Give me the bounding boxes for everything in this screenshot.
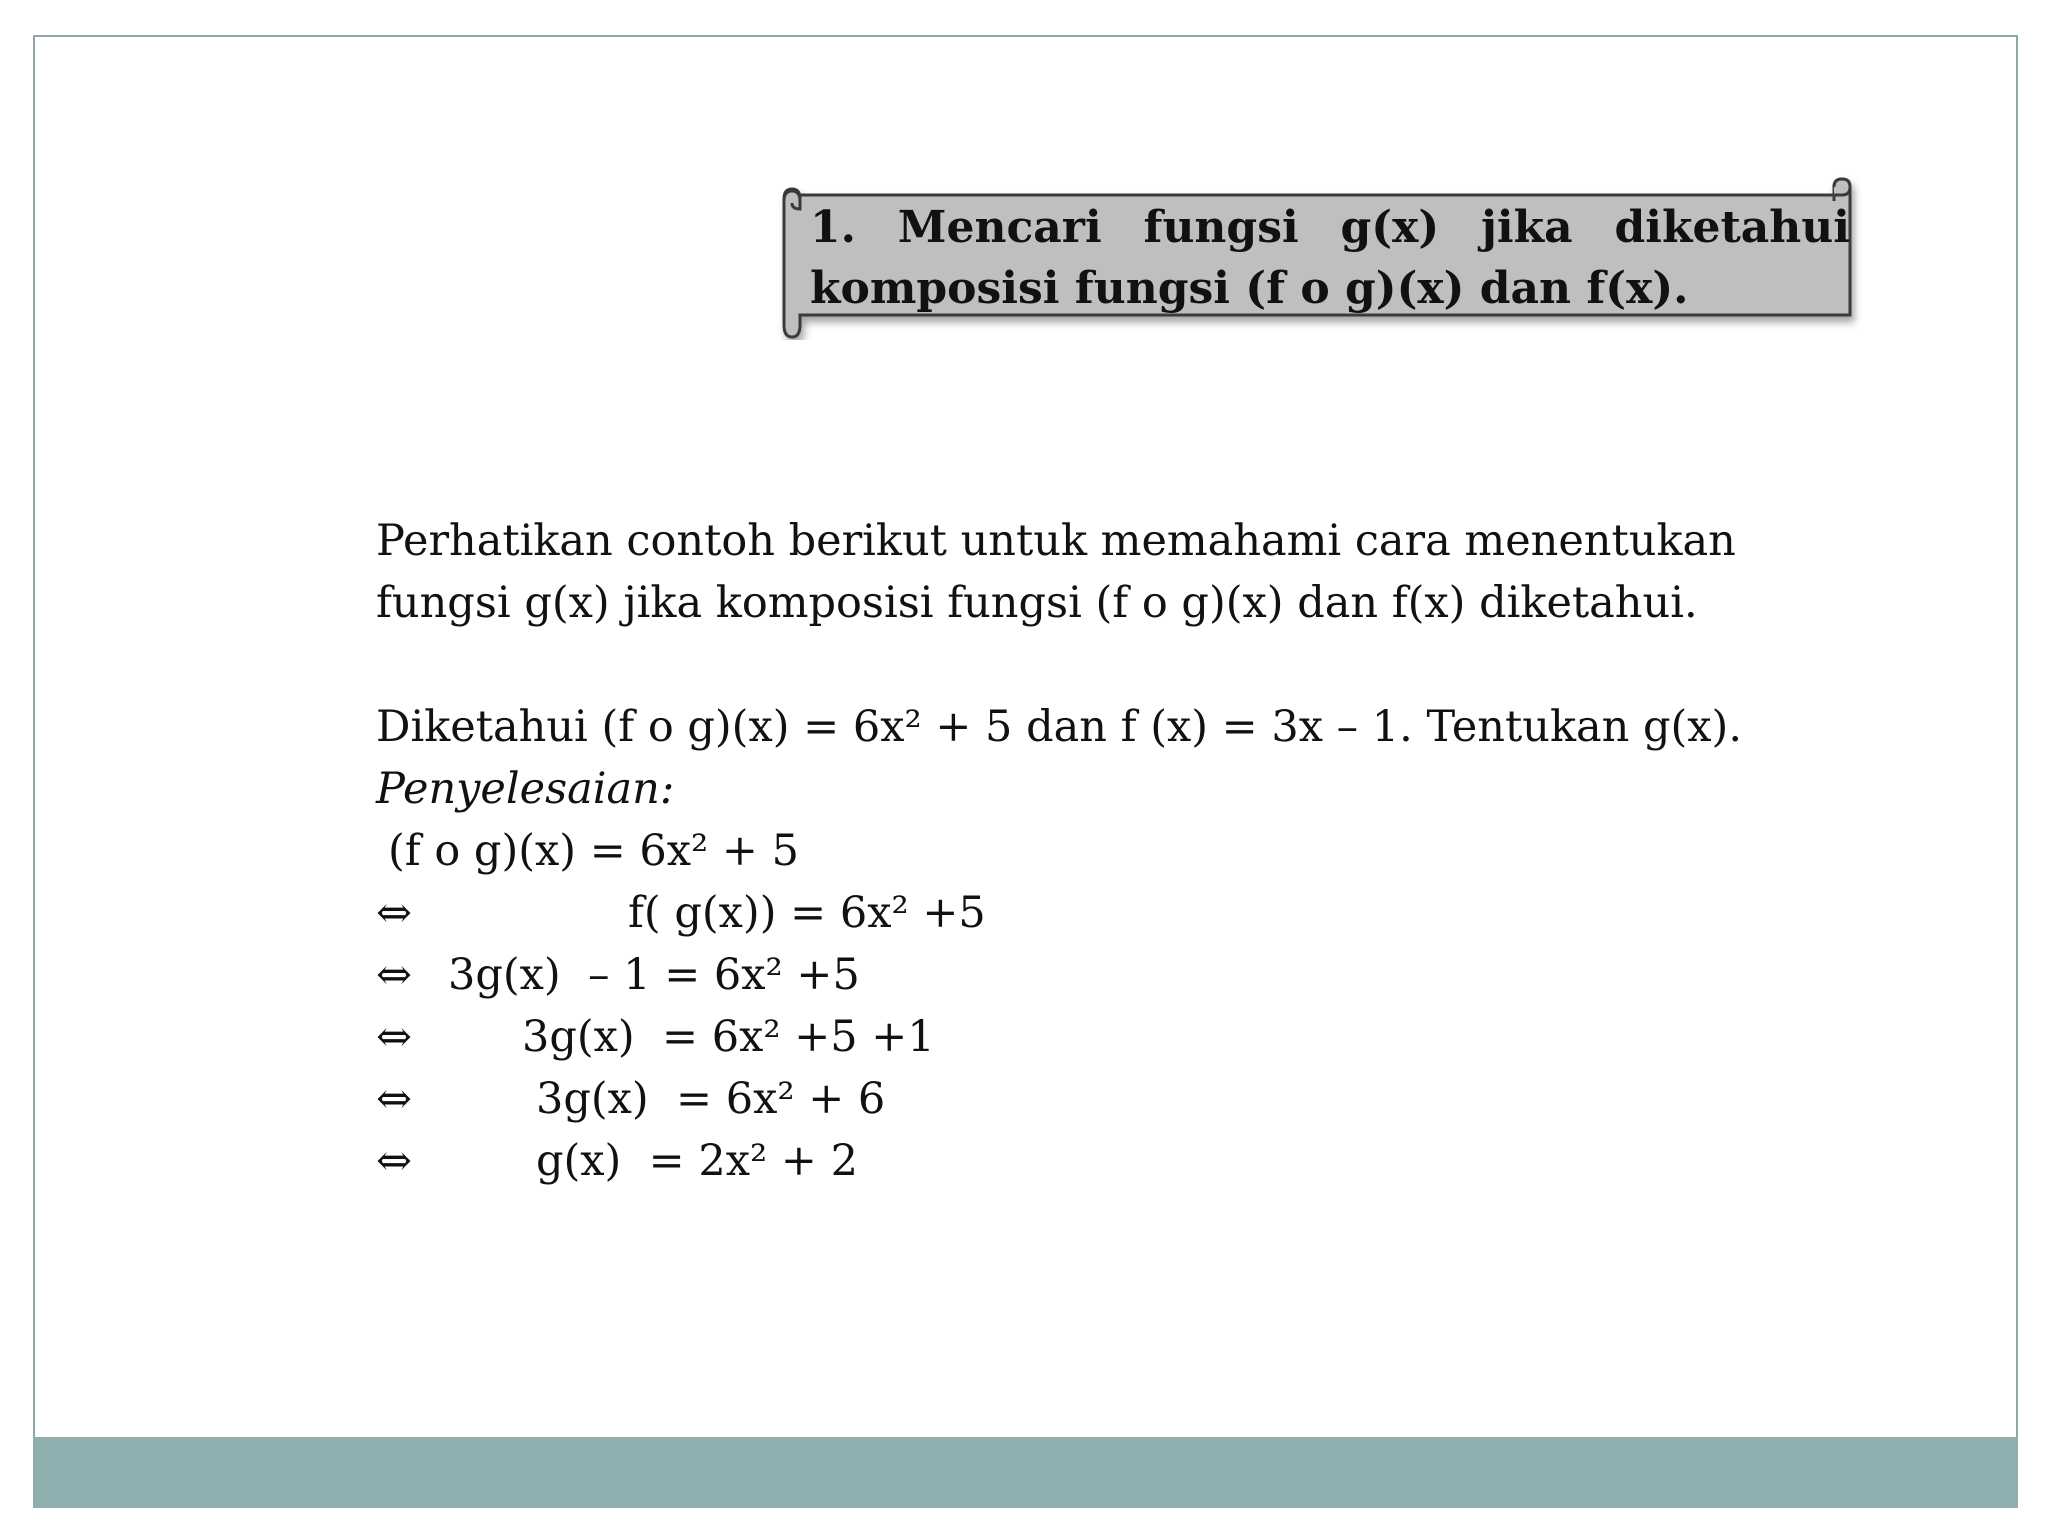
spacer [376,634,1916,696]
banner-word: fungsi [1143,202,1299,253]
banner-word: diketahui [1614,202,1850,253]
solution-step [376,1068,1916,1130]
solution-step [376,882,1916,944]
step-expression: f( g(x)) = 6x² +5 [628,888,986,938]
step-expression: 3g(x) – 1 = 6x² +5 [448,950,860,1000]
equivalence-arrow: ⇔ [376,950,413,1000]
equivalence-arrow: ⇔ [376,1074,413,1124]
intro-line-1: Perhatikan contoh berikut untuk memahami cara menentukan [376,516,1736,566]
banner-word: g(x) [1340,202,1440,253]
step-expression: 3g(x) = 6x² + 6 [536,1074,886,1124]
solution-step [376,1130,1916,1192]
banner-title-line1 [810,197,1850,258]
step-expression: g(x) = 2x² + 2 [536,1136,858,1186]
banner-title [810,197,1850,319]
intro-line-2: fungsi g(x) jika komposisi fungsi (f o g)(x) dan f(x) diketahui. [376,578,1698,628]
problem-statement: Diketahui (f o g)(x) = 6x² + 5 dan f (x) = 3x – 1. Tentukan g(x). [376,702,1743,752]
solution-first-line: (f o g)(x) = 6x² + 5 [388,826,799,876]
solution-step [376,944,1916,1006]
slide-body [376,510,1916,1192]
equivalence-arrow: ⇔ [376,888,413,938]
solution-label: Penyelesaian: [376,764,675,814]
solution-step [376,1006,1916,1068]
banner-title-line2: komposisi fungsi (f o g)(x) dan f(x). [810,263,1689,314]
banner-word: Mencari [897,202,1102,253]
banner-word: jika [1481,202,1573,253]
step-expression: 3g(x) = 6x² +5 +1 [522,1012,935,1062]
banner-word: 1. [810,202,856,253]
equivalence-arrow: ⇔ [376,1136,413,1186]
title-scroll-banner [770,175,1865,340]
footer-bar [33,1437,2018,1508]
equivalence-arrow: ⇔ [376,1012,413,1062]
